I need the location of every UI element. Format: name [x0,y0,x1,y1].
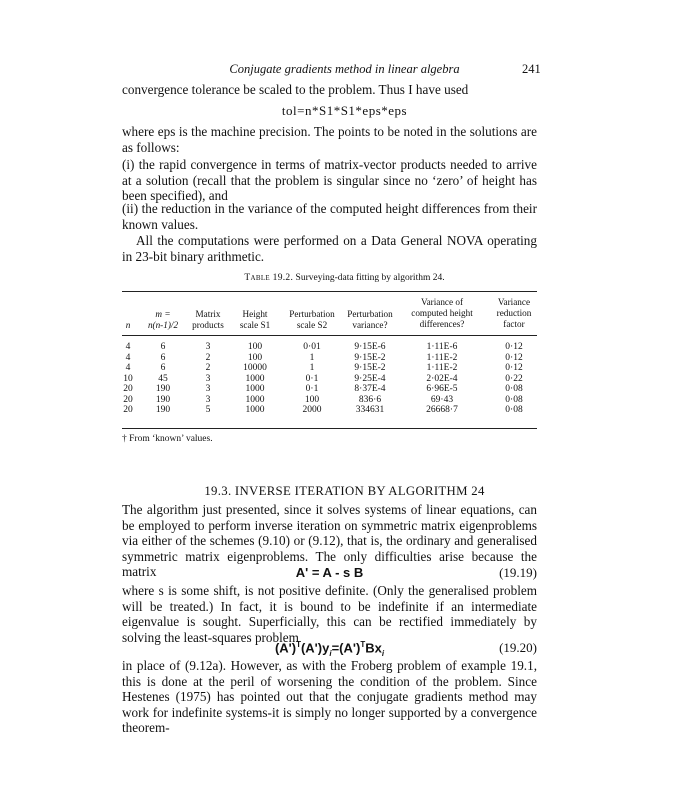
cell-products: 2 [205,352,211,363]
header-m-line1: m = [155,309,171,319]
cell-pv: 334631 [355,405,385,415]
cell-pv: 9·25E-4 [354,373,386,384]
cell-s1: 100 [247,352,263,363]
eq2-subscript: i [381,648,385,658]
cell-vc: 26668·7 [426,405,458,415]
header-s1 [234,309,276,331]
header-m-line2: n(n-1)/2 [147,320,179,330]
equation-19-20-body [122,640,537,658]
paragraph-froberg: in place of (9.12a). However, as with the Froberg problem of example 19.1, this is done at the peril of worsening the condition of the problem. Since Hestenes (1975) has pointed out that the conjugate gradients method may work for indefinite systems-it is simply no longer supported by a convergence theorem- [122,658,537,735]
column-n [118,342,138,416]
cell-vr: 0·22 [505,373,523,384]
column-products [185,342,231,416]
header-m [141,309,185,331]
cell-products: 5 [205,405,211,415]
cell-s1: 1000 [245,394,265,405]
cell-s2: 0·01 [303,342,321,352]
header-vr-line3: factor [503,319,525,329]
eq2-term: =(A') [331,640,361,656]
cell-vr: 0·12 [505,363,523,373]
eq2-subscript: i [329,648,332,658]
column-vc [403,342,481,416]
eq2-transpose: T [296,640,301,649]
paragraph-point-ii: (ii) the reduction in the variance of the computed height differences from their known values. [122,201,537,232]
cell-products: 3 [205,342,211,352]
table-caption-text: Surveying-data fitting by algorithm 24. [295,273,445,283]
cell-pv: 8·37E-4 [354,384,386,394]
cell-pv: 836·6 [358,394,382,405]
cell-n: 20 [123,405,133,415]
paragraph-point-i: (i) the rapid convergence in terms of matrix-vector products needed to arrive at a solution (recall that the problem is singular since no ‘zero’ of height has been specified), and [122,157,537,203]
header-vr-line2: reduction [496,308,532,318]
table-footnote: † From ‘known’ values. [122,434,213,444]
header-s1-line2: scale S1 [239,320,271,330]
eq2-term: (A') [274,640,297,656]
cell-m: 6 [160,342,166,352]
column-s2 [284,342,340,416]
cell-n: 4 [125,363,131,373]
column-vr [488,342,540,416]
cell-n: 20 [123,394,133,405]
header-n: n [125,320,131,330]
header-vc-line1: Variance of [420,297,464,307]
cell-vc: 1·11E-2 [426,363,458,373]
cell-m: 190 [155,394,171,405]
cell-pv: 9·15E-2 [354,363,386,373]
header-s2-line2: scale S2 [296,320,328,330]
cell-vc: 2·02E-4 [426,373,458,384]
cell-s2: 0·1 [305,384,319,394]
cell-s2: 1 [309,363,315,373]
header-vc-line2: computed height [411,308,473,318]
column-m [141,342,185,416]
table-bottom-rule [122,428,537,429]
cell-s2: 2000 [302,405,322,415]
cell-vc: 1·11E-6 [426,342,458,352]
eq2-transpose: T [360,640,366,649]
table-caption-label: Table 19.2. [244,273,294,283]
cell-m: 6 [160,352,166,363]
cell-products: 3 [205,373,211,384]
equation-19-19-body: A' = A - s B [295,565,364,580]
header-pv-line2: variance? [352,320,388,330]
cell-s1: 10000 [243,363,267,373]
cell-m: 6 [160,363,166,373]
cell-n: 20 [123,384,133,394]
cell-vr: 0·08 [505,405,523,415]
cell-products: 2 [205,363,211,373]
header-products-line2: products [192,320,224,330]
cell-s2: 1 [309,352,315,363]
header-vc [403,297,481,330]
paragraph-computations: All the computations were performed on a Data General NOVA operating in 23-bit binary arithmetic. [122,233,537,264]
cell-s1: 1000 [245,384,265,394]
cell-m: 190 [155,405,171,415]
paragraph-inverse-iteration: The algorithm just presented, since it solves systems of linear equations, can be employed to perform inverse iteration on symmetric matrix eigenproblems via either of the schemes (9.10) or (9.12), that is, the ordinary and generalised symmetric matrix eigenproblems. The only difficulties arise because the matrix [122,502,537,579]
eq2-term: (A')y [300,640,330,656]
cell-vc: 6·96E-5 [426,384,458,394]
running-header: Conjugate gradients method in linear algebra [229,62,460,76]
header-vr [488,297,540,330]
header-products-line1: Matrix [195,309,221,319]
cell-vc: 69·43 [430,394,454,405]
cell-products: 3 [205,394,211,405]
equation-19-19-number: (19.19) [499,565,537,580]
cell-n: 4 [125,352,131,363]
cell-s2: 0·1 [305,373,319,384]
section-heading: 19.3. INVERSE ITERATION BY ALGORITHM 24 [204,484,485,498]
cell-n: 10 [123,373,133,384]
cell-pv: 9·15E-2 [354,352,386,363]
cell-vr: 0·08 [505,394,523,405]
column-pv [340,342,400,416]
paragraph-shift: where s is some shift, is not positive definite. (Only the generalised problem will be treated.) In fact, it is bound to be indefinite if an intermediate eigenvalue is sought. Superficially, this can be rectified immediately by solving the least-squares problem [122,583,537,645]
eq2-term: Bx [365,640,382,656]
cell-vr: 0·08 [505,384,523,394]
cell-s1: 100 [247,342,263,352]
cell-n: 4 [125,342,131,352]
header-s1-line1: Height [242,309,268,319]
header-s2-line1: Perturbation [289,309,335,319]
equation-19-20-number: (19.20) [499,640,537,655]
header-vr-line1: Variance [497,297,531,307]
header-vc-line3: differences? [419,319,465,329]
cell-m: 45 [158,373,168,384]
cell-s1: 1000 [245,405,265,415]
cell-vc: 1·11E-2 [426,352,458,363]
cell-pv: 9·15E-6 [354,342,386,352]
column-s1 [234,342,276,416]
cell-vr: 0·12 [505,352,523,363]
header-s2 [284,309,340,331]
header-pv-line1: Perturbation [347,309,393,319]
cell-m: 190 [155,384,171,394]
cell-vr: 0·12 [505,342,523,352]
tolerance-formula: tol=n*S1*S1*eps*eps [281,103,408,118]
table-top-rule [122,291,537,292]
paragraph-machine-precision: where eps is the machine precision. The points to be noted in the solutions are as follows: [122,124,537,155]
header-products [185,309,231,331]
cell-s1: 1000 [245,373,265,384]
header-pv [340,309,400,331]
table-caption [0,273,689,283]
page-number: 241 [522,62,541,76]
paragraph-convergence: convergence tolerance be scaled to the problem. Thus I have used [122,82,469,97]
table-header-rule [122,335,537,336]
cell-products: 3 [205,384,211,394]
cell-s2: 100 [304,394,320,405]
